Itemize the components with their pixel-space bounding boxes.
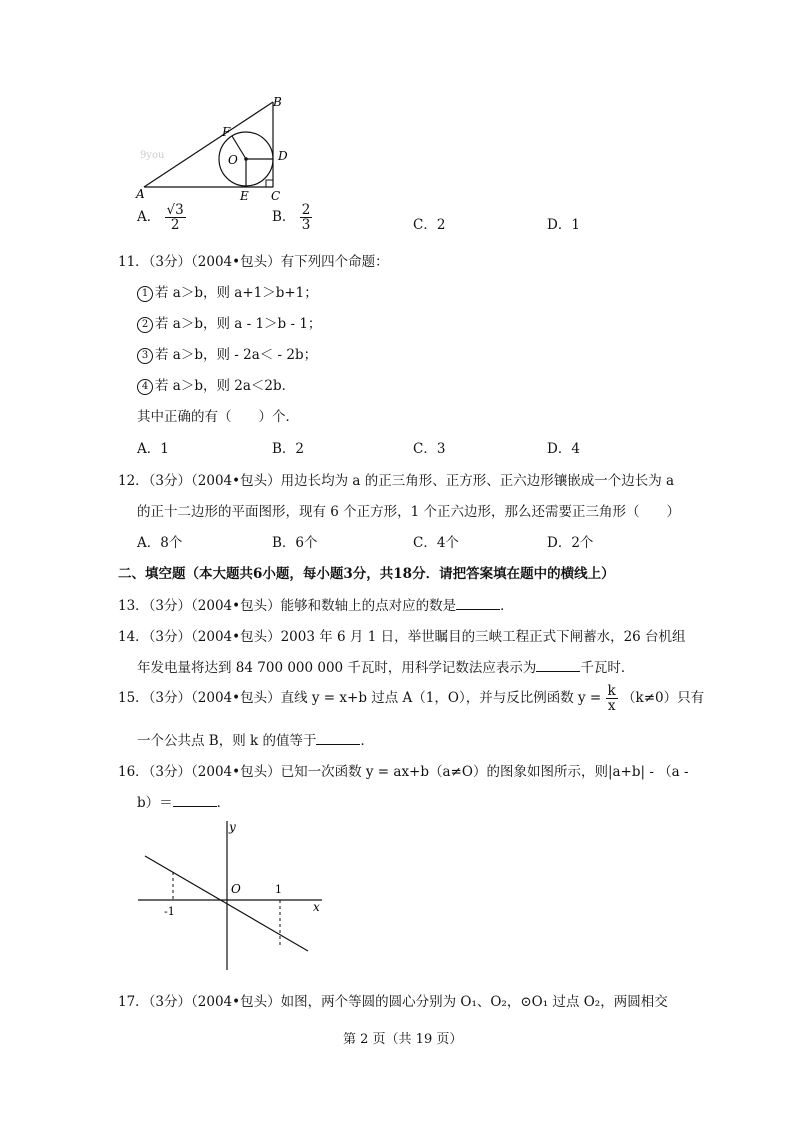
answer-blank <box>456 597 500 610</box>
q10-option-a: A． $\frac{√3}{2}$ <box>137 202 184 234</box>
q15-line-2: 一个公共点 B，则 k 的值等于 ． <box>137 733 374 749</box>
axis-label-y: y <box>229 820 236 834</box>
circled-number: 3 <box>137 348 153 364</box>
q16-line-1: 16．（3分）（2004•包头）已知一次函数 y = ax+b（a≠O）的图象如图所示，则|a+b| - （a - <box>118 764 689 780</box>
q10-option-a-fraction: $\frac{√3}{2}$ <box>166 202 184 234</box>
q13-text: 13．（3分）（2004•包头）能够和数轴上的点对应的数是 ． <box>118 598 514 614</box>
q12-line-1: 12．（3分）（2004•包头）用边长均为 a 的正三角形、正方形、正六边形镶嵌成一个边长为 a <box>118 473 675 489</box>
label-F: F <box>222 125 231 139</box>
q11-item-1: 1 若 a＞b，则 a+1＞b+1； <box>137 281 318 302</box>
q10-option-b: B． $\frac{2}{3}$ <box>272 202 311 234</box>
circled-number: 2 <box>137 317 153 333</box>
origin-label: O <box>231 882 241 896</box>
circled-number: 4 <box>137 379 153 395</box>
answer-blank <box>316 732 360 745</box>
answer-blank <box>173 794 217 807</box>
triangle-circle-figure <box>130 90 300 205</box>
q11-item-2: 2 若 a＞b，则 a - 1＞b - 1； <box>137 312 321 333</box>
answer-blank <box>536 659 580 672</box>
label-E: E <box>240 189 249 203</box>
q12-option-c: C．4个 <box>413 535 459 551</box>
q15-fraction: $\frac{k}{x}$ <box>607 683 616 715</box>
label-C: C <box>271 189 281 203</box>
linear-function-graph <box>130 815 340 975</box>
q17-line-1: 17．（3分）（2004•包头）如图，两个等圆的圆心分别为 O₁、O₂，⊙O₁ 过点 O₂，两圆相交 <box>118 994 668 1010</box>
label-D: D <box>278 149 288 163</box>
q11-heading: 11．（3分）（2004•包头）有下列四个命题： <box>118 254 389 270</box>
q11-option-c: C．3 <box>413 441 446 457</box>
label-B: B <box>273 95 282 109</box>
tick-label-neg-1: -1 <box>164 905 175 918</box>
q11-option-a: A．1 <box>137 441 169 457</box>
q11-option-b: B．2 <box>272 441 305 457</box>
figure-watermark: 9you <box>140 150 165 161</box>
q12-option-b: B．6个 <box>272 535 318 551</box>
q11-item-4: 4 若 a＞b，则 2a＜2b． <box>137 374 295 395</box>
q12-option-a: A．8个 <box>137 535 183 551</box>
axis-label-x: x <box>313 900 320 914</box>
q11-item-3: 3 若 a＞b，则 - 2a＜ - 2b； <box>137 343 317 364</box>
q10-option-b-fraction: $\frac{2}{3}$ <box>301 202 311 234</box>
q12-line-2: 的正十二边形的平面图形，现有 6 个正方形，1 个正六边形，那么还需要正三角形（ ） <box>137 504 681 520</box>
q10-option-c: C．2 <box>413 217 446 233</box>
q15-line-1: 15．（3分）（2004•包头）直线 y = x+b 过点 A（1，O），并与反比例函数 y = $\frac{k}{x}$ （k≠0）只有 <box>118 683 705 715</box>
label-A: A <box>136 187 145 201</box>
q10-option-d: D．1 <box>547 217 580 233</box>
q12-option-d: D．2个 <box>547 535 594 551</box>
section-heading: 二、填空题（本大题共6小题，每小题3分，共18分．请把答案填在题中的横线上） <box>118 566 615 582</box>
q11-ask: 其中正确的有（ ）个． <box>137 409 299 425</box>
circled-number: 1 <box>137 286 153 302</box>
q14-line-1: 14．（3分）（2004•包头）2003 年 6 月 1 日，举世瞩目的三峡工程正式下闸蓄水，26 台机组 <box>118 629 686 645</box>
q11-option-d: D．4 <box>547 441 580 457</box>
q16-line-2: b）＝ ． <box>137 795 231 811</box>
q14-line-2: 年发电量将达到 84 700 000 000 千瓦时，用科学记数法应表示为 千瓦时． <box>137 660 635 676</box>
tick-label-1: 1 <box>275 883 282 896</box>
label-O: O <box>228 153 238 167</box>
page-footer: 第 2 页（共 19 页） <box>343 1032 463 1047</box>
